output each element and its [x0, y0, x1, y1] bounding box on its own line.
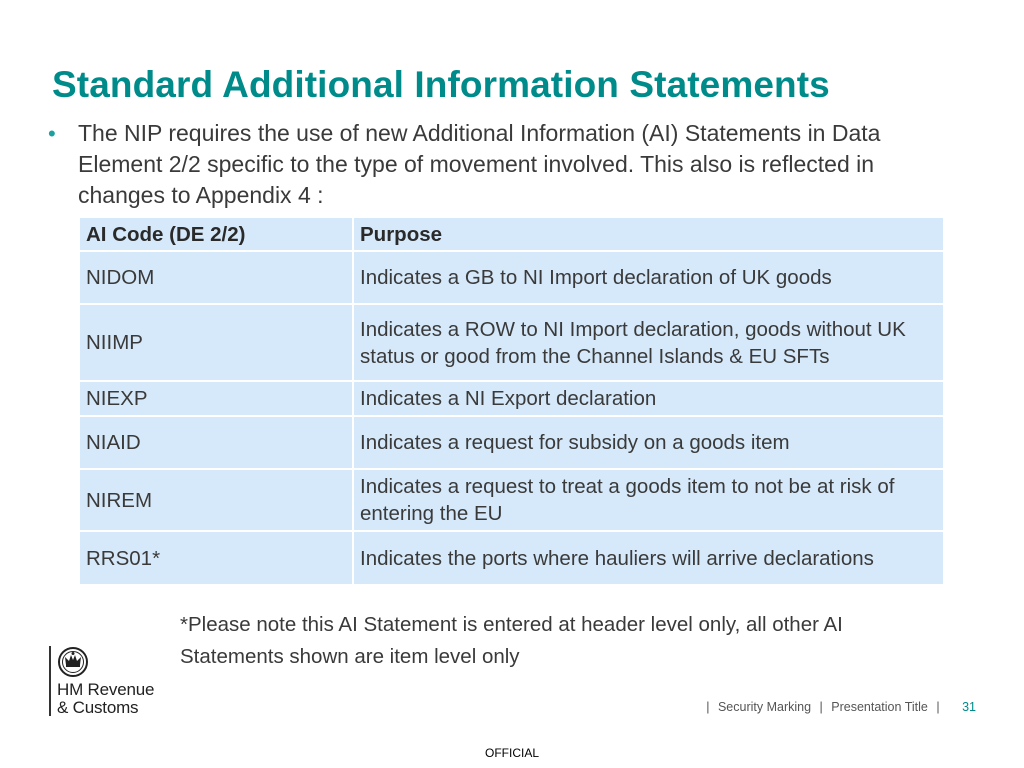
logo-text-line2: & Customs: [57, 698, 139, 717]
bullet-text: The NIP requires the use of new Additional Information (AI) Statements in Data Element 2/2 specific to the type of movement involved. This also is reflected in changes to Appendix 4 :: [78, 120, 881, 208]
table-row: [79, 416, 944, 469]
page-number: 31: [962, 700, 976, 714]
security-marking: Security Marking: [717, 700, 812, 714]
ai-code-cell: NIAID: [79, 416, 353, 469]
hmrc-logo: [49, 646, 179, 716]
column-header-purpose: Purpose: [353, 217, 944, 251]
footer-separator: |: [819, 700, 823, 714]
logo-text-line1: HM Revenue: [57, 680, 155, 699]
table-row: [79, 469, 944, 531]
table-row: [79, 304, 944, 381]
ai-code-cell: NIEXP: [79, 381, 353, 416]
purpose-cell: Indicates a GB to NI Import declaration of UK goods: [353, 251, 944, 304]
purpose-cell: Indicates a NI Export declaration: [353, 381, 944, 416]
slide-title: Standard Additional Information Statements: [52, 64, 830, 105]
purpose-cell: Indicates a request for subsidy on a goods item: [353, 416, 944, 469]
table-row: [79, 531, 944, 585]
ai-code-cell: NIREM: [79, 469, 353, 531]
ai-statements-table: [78, 216, 945, 586]
table-row: [79, 251, 944, 304]
purpose-cell: Indicates a ROW to NI Import declaration, goods without UK status or good from the Channel Islands & EU SFTs: [353, 304, 944, 381]
bullet-dot-icon: •: [48, 121, 56, 146]
ai-code-cell: NIIMP: [79, 304, 353, 381]
crown-crest-icon: [57, 646, 89, 678]
logo-divider: [49, 646, 51, 716]
footer-bar: [701, 700, 976, 714]
table-row: [79, 381, 944, 416]
footer-separator: |: [936, 700, 940, 714]
column-header-ai-code: AI Code (DE 2/2): [79, 217, 353, 251]
purpose-cell: Indicates the ports where hauliers will arrive declarations: [353, 531, 944, 585]
classification-label: OFFICIAL: [484, 746, 539, 760]
footnote: *Please note this AI Statement is entered at header level only, all other AI Statements shown are item level only: [180, 613, 843, 668]
table-header-row: [79, 217, 944, 251]
footer-separator: |: [706, 700, 710, 714]
purpose-cell: Indicates a request to treat a goods item to not be at risk of entering the EU: [353, 469, 944, 531]
ai-code-cell: RRS01*: [79, 531, 353, 585]
bullet-point: [48, 118, 928, 211]
ai-code-cell: NIDOM: [79, 251, 353, 304]
presentation-title: Presentation Title: [831, 700, 928, 714]
